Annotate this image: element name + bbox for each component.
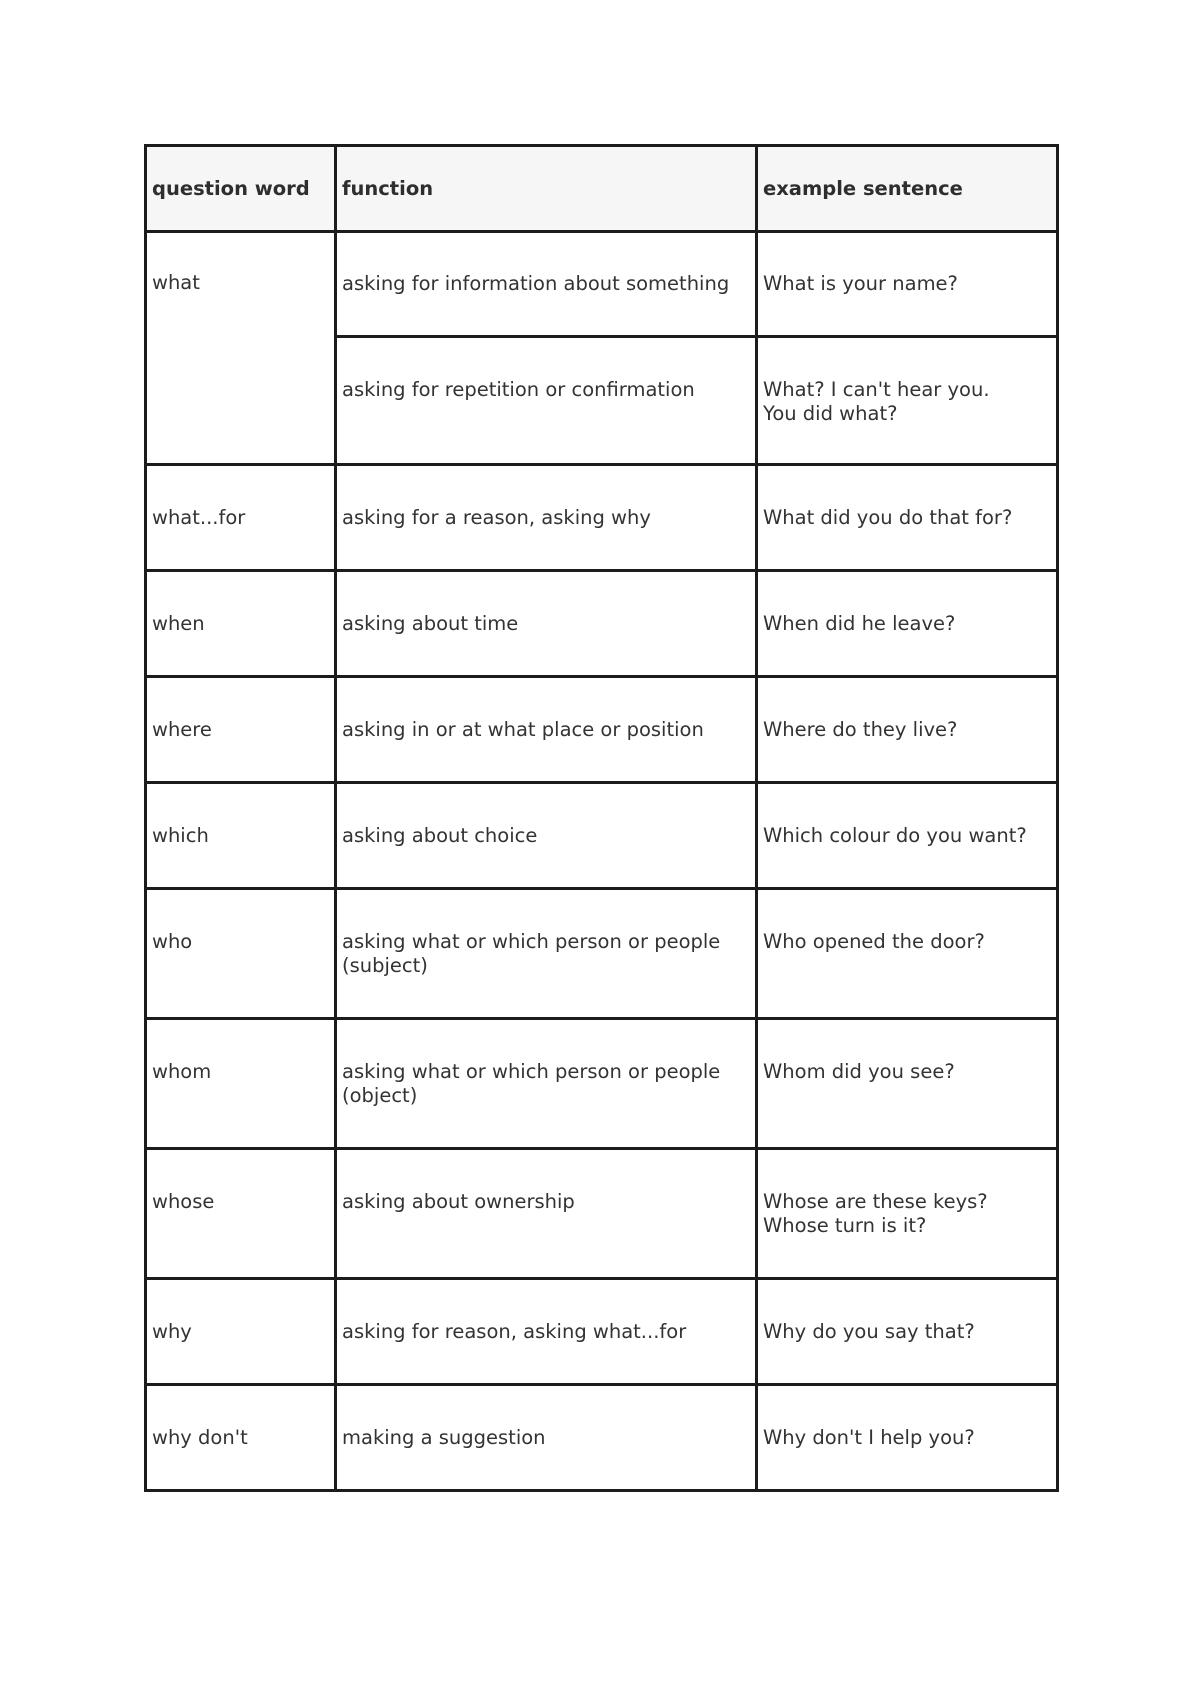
cell-question-word: who [146, 889, 336, 1019]
table-row [146, 571, 1058, 677]
cell-question-word: why [146, 1279, 336, 1385]
header-function: function [336, 146, 757, 232]
table-row [146, 232, 1058, 337]
cell-question-word: whose [146, 1149, 336, 1279]
cell-question-word: which [146, 783, 336, 889]
table-row [146, 783, 1058, 889]
cell-question-word: what [146, 232, 336, 465]
example-line: When did he leave? [763, 611, 956, 635]
example-line: Where do they live? [763, 717, 958, 741]
table-row [146, 1385, 1058, 1491]
cell-example [757, 889, 1058, 1019]
example-line: Which colour do you want? [763, 823, 1027, 847]
cell-question-word: whom [146, 1019, 336, 1149]
cell-function: making a suggestion [336, 1385, 757, 1491]
cell-function: asking in or at what place or position [336, 677, 757, 783]
example-line: What is your name? [763, 272, 958, 295]
example-line: You did what? [763, 402, 898, 425]
cell-example [757, 465, 1058, 571]
cell-function: asking for repetition or confirmation [336, 337, 757, 465]
table-row [146, 1019, 1058, 1149]
cell-function: asking for a reason, asking why [336, 465, 757, 571]
table-row [146, 1149, 1058, 1279]
cell-example [757, 1385, 1058, 1491]
cell-question-word: when [146, 571, 336, 677]
table-row [146, 465, 1058, 571]
cell-example [757, 1019, 1058, 1149]
cell-function: asking what or which person or people (subject) [336, 889, 757, 1019]
table-row [146, 889, 1058, 1019]
cell-function: asking about choice [336, 783, 757, 889]
cell-example [757, 232, 1058, 337]
cell-example [757, 1149, 1058, 1279]
example-line: What did you do that for? [763, 505, 1013, 529]
cell-example [757, 337, 1058, 465]
example-line: Why don't I help you? [763, 1425, 975, 1449]
cell-question-word: what...for [146, 465, 336, 571]
table-header-row [146, 146, 1058, 232]
cell-example [757, 783, 1058, 889]
cell-function: asking for reason, asking what...for [336, 1279, 757, 1385]
cell-function: asking about ownership [336, 1149, 757, 1279]
cell-question-word: why don't [146, 1385, 336, 1491]
example-line: Who opened the door? [763, 930, 985, 953]
cell-function: asking about time [336, 571, 757, 677]
example-line: Whose turn is it? [763, 1214, 927, 1237]
table-row [146, 1279, 1058, 1385]
cell-example [757, 1279, 1058, 1385]
cell-function: asking what or which person or people (object) [336, 1019, 757, 1149]
cell-function: asking for information about something [336, 232, 757, 337]
header-question-word: question word [146, 146, 336, 232]
example-line: Whose are these keys? [763, 1190, 988, 1213]
example-line: What? I can't hear you. [763, 378, 990, 401]
example-line: Why do you say that? [763, 1319, 975, 1343]
example-line: Whom did you see? [763, 1060, 955, 1083]
header-example-sentence: example sentence [757, 146, 1058, 232]
question-words-table [144, 144, 1059, 1492]
table-row [146, 677, 1058, 783]
cell-example [757, 677, 1058, 783]
cell-example [757, 571, 1058, 677]
cell-question-word: where [146, 677, 336, 783]
